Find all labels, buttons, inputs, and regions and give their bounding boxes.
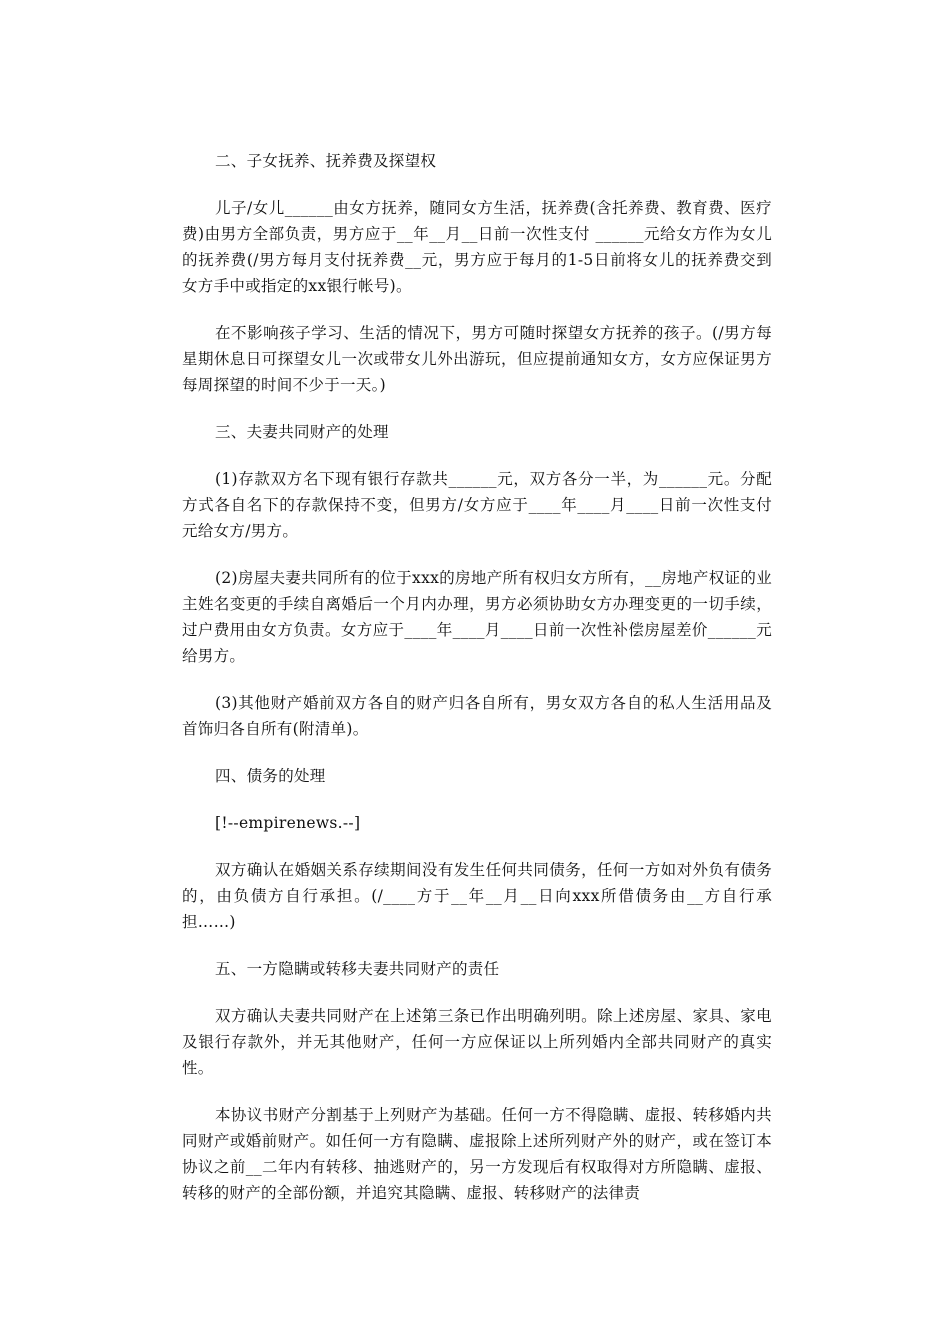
paragraph-debt-handling: 双方确认在婚姻关系存续期间没有发生任何共同债务，任何一方如对外负有债务的，由负债方自行承担。(/____方于__年__月__日向xxx所借债务由__方自行承担……) xyxy=(182,861,772,931)
paragraph-property-confirmation: 双方确认夫妻共同财产在上述第三条已作出明确列明。除上述房屋、家具、家电及银行存款外，并无其他财产，任何一方应保证以上所列婚内全部共同财产的真实性。 xyxy=(182,1007,772,1077)
document-page xyxy=(182,148,772,1206)
section-heading-child-support: 二、子女抚养、抚养费及探望权 xyxy=(215,152,437,170)
paragraph-child-custody: 儿子/女儿______由女方抚养，随同女方生活，抚养费(含托养费、教育费、医疗费)由男方全部负责，男方应于__年__月__日前一次性支付 ______元给女方作为女儿的抚养费(/男方每月支付抚养费__元，男方应于每月的1-5日前将女儿的抚养费交到女方手中或指定的xx银行帐号)。 xyxy=(182,199,772,295)
paragraph-bank-deposits: (1)存款双方名下现有银行存款共______元，双方各分一半，为______元。分配方式各自名下的存款保持不变，但男方/女方应于____年____月____日前一次性支付 元给女方/男方。 xyxy=(182,470,772,540)
template-placeholder-text: [!--empirenews.--] xyxy=(215,814,361,832)
section-heading-debts: 四、债务的处理 xyxy=(215,767,326,785)
paragraph-real-estate: (2)房屋夫妻共同所有的位于xxx的房地产所有权归女方所有，__房地产权证的业主姓名变更的手续自离婚后一个月内办理，男方必须协助女方办理变更的一切手续，过户费用由女方负责。女方应于____年____月____日前一次性补偿房屋差价______元给男方。 xyxy=(182,569,772,665)
paragraph-concealment-liability: 本协议书财产分割基于上列财产为基础。任何一方不得隐瞒、虚报、转移婚内共同财产或婚前财产。如任何一方有隐瞒、虚报除上述所列财产外的财产，或在签订本协议之前__二年内有转移、抽逃财产的，另一方发现后有权取得对方所隐瞒、虚报、转移的财产的全部份额，并追究其隐瞒、虚报、转移财产的法律责 xyxy=(182,1106,772,1202)
section-heading-concealment: 五、一方隐瞒或转移夫妻共同财产的责任 xyxy=(215,960,500,978)
section-heading-joint-property: 三、夫妻共同财产的处理 xyxy=(215,423,389,441)
paragraph-visitation: 在不影响孩子学习、生活的情况下，男方可随时探望女方抚养的孩子。(/男方每星期休息日可探望女儿一次或带女儿外出游玩，但应提前通知女方，女方应保证男方每周探望的时间不少于一天。) xyxy=(182,324,772,394)
paragraph-other-property: (3)其他财产婚前双方各自的财产归各自所有，男女双方各自的私人生活用品及首饰归各自所有(附清单)。 xyxy=(182,694,772,738)
